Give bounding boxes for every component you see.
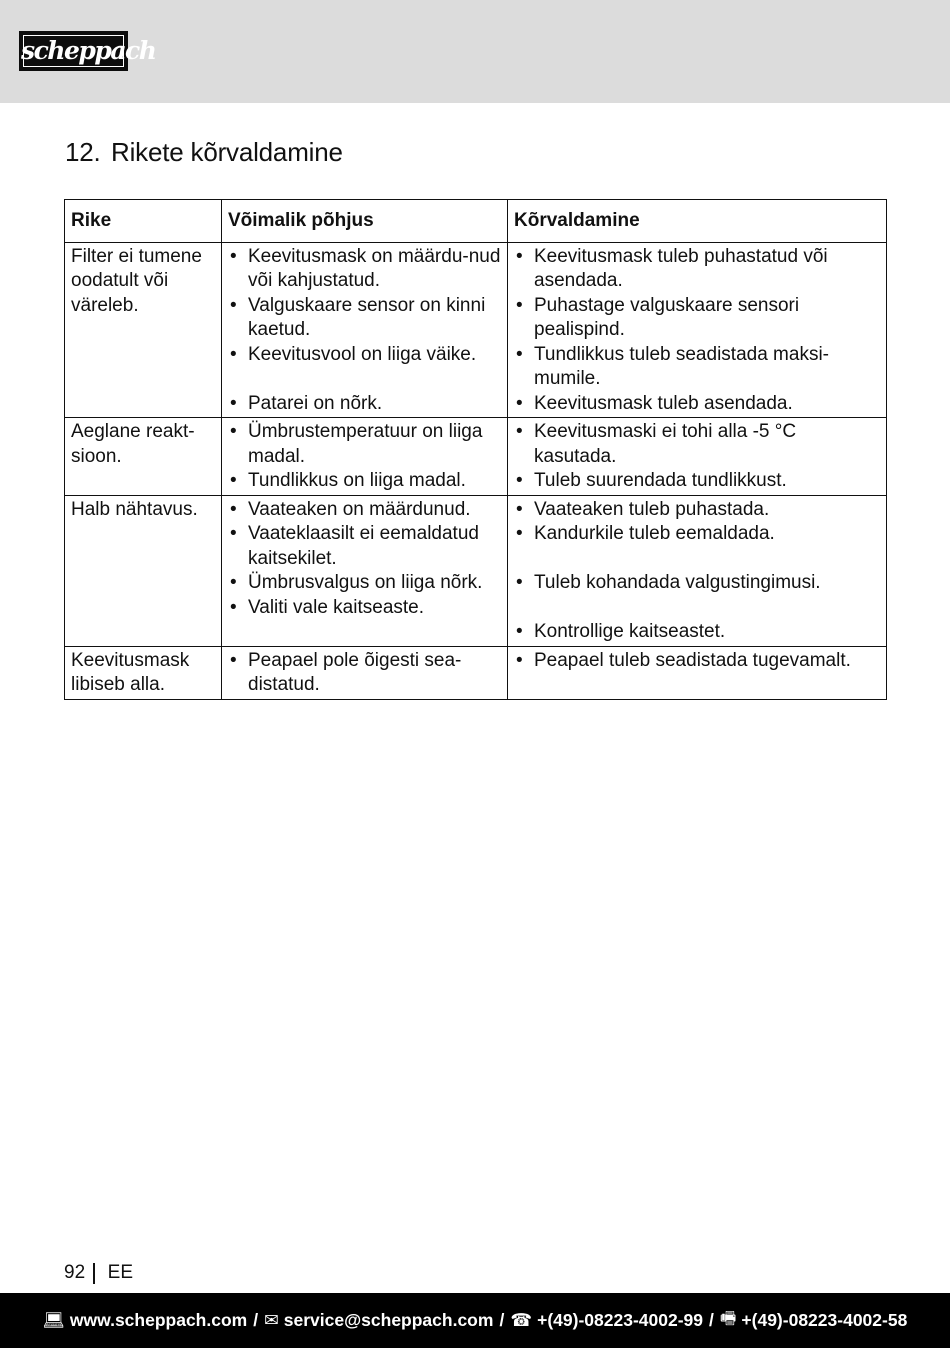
cause-list xyxy=(228,245,501,417)
table-row xyxy=(65,646,887,699)
remedy-cell xyxy=(508,418,887,496)
list-item: • Peapael pole õigesti sea-distatud. xyxy=(228,649,501,698)
cause-list xyxy=(228,649,501,698)
table-row xyxy=(65,495,887,646)
remedy-list xyxy=(514,649,880,674)
phone-icon: ☎︎ xyxy=(510,1310,533,1330)
email-link[interactable]: service@scheppach.com xyxy=(283,1310,494,1330)
list-item: • Tundlikkus on liiga madal. xyxy=(228,469,501,494)
list-item: • Tuleb suurendada tundlikkust. xyxy=(514,469,880,494)
troubleshooting-table xyxy=(64,199,887,700)
list-item: • Keevitusvool on liiga väike. xyxy=(228,343,501,368)
list-item: • Keevitusmask tuleb puhastatud või asendada. xyxy=(514,245,880,294)
list-item: • Valiti vale kaitseaste. xyxy=(228,596,501,621)
language-code: EE xyxy=(107,1262,133,1283)
list-item: • Keevitusmaski ei tohi alla -5 °C kasutada. xyxy=(514,420,880,469)
list-item: • Vaateklaasilt ei eemaldatud kaitsekilet. xyxy=(228,522,501,571)
header-band xyxy=(0,0,950,103)
scheppach-logo: scheppach xyxy=(19,31,128,71)
envelope-icon: ✉︎ xyxy=(264,1310,279,1330)
list-item: • Ümbrustemperatuur on liiga madal. xyxy=(228,420,501,469)
cause-cell xyxy=(222,495,508,646)
section-title-text: Rikete kõrvaldamine xyxy=(111,137,343,167)
page-number: 92 xyxy=(64,1262,86,1283)
fax-number: +(49)-08223-4002-58 xyxy=(741,1310,908,1330)
list-item: • Patarei on nõrk. xyxy=(228,392,501,417)
list-item: • Keevitusmask tuleb asendada. xyxy=(514,392,880,417)
remedy-cell xyxy=(508,495,887,646)
fax-icon: 🖷︎ xyxy=(719,1307,737,1328)
fault-cell: Keevitusmask libiseb alla. xyxy=(65,646,222,699)
list-item: • Keevitusmask on määrdu-nud või kahjustatud. xyxy=(228,245,501,294)
section-title xyxy=(65,137,343,168)
column-header-cause: Võimalik põhjus xyxy=(222,200,508,243)
remedy-cell xyxy=(508,242,887,418)
footer-separator: / xyxy=(253,1310,259,1330)
remedy-list xyxy=(514,498,880,645)
list-item: • Kontrollige kaitseastet. xyxy=(514,620,880,645)
page-footer-number xyxy=(64,1262,133,1284)
list-item: • Kandurkile tuleb eemaldada. xyxy=(514,522,880,547)
computer-icon: 💻︎ xyxy=(42,1310,65,1330)
footer-separator: / xyxy=(499,1310,505,1330)
fault-cell: Filter ei tumene oodatult või väreleb. xyxy=(65,242,222,418)
cause-cell xyxy=(222,418,508,496)
cause-list xyxy=(228,498,501,621)
remedy-list xyxy=(514,420,880,494)
list-item: • Vaateaken on määrdunud. xyxy=(228,498,501,523)
remedy-list xyxy=(514,245,880,417)
table-row xyxy=(65,418,887,496)
section-number: 12. xyxy=(65,137,101,167)
list-item: • Vaateaken tuleb puhastada. xyxy=(514,498,880,523)
list-item: • Tuleb kohandada valgustingimusi. xyxy=(514,571,880,596)
table-header-row xyxy=(65,200,887,243)
list-item: • Tundlikkus tuleb seadistada maksi-mumile. xyxy=(514,343,880,392)
table-row xyxy=(65,242,887,418)
column-header-remedy: Kõrvaldamine xyxy=(508,200,887,243)
footer-separator: / xyxy=(709,1310,714,1330)
cause-cell xyxy=(222,646,508,699)
phone-number: +(49)-08223-4002-99 xyxy=(537,1310,704,1330)
contact-footer xyxy=(0,1293,950,1348)
fault-cell: Halb nähtavus. xyxy=(65,495,222,646)
remedy-cell xyxy=(508,646,887,699)
cause-cell xyxy=(222,242,508,418)
list-item: • Peapael tuleb seadistada tugevamalt. xyxy=(514,649,880,674)
list-item: • Valguskaare sensor on kinni kaetud. xyxy=(228,294,501,343)
list-item: • Ümbrusvalgus on liiga nõrk. xyxy=(228,571,501,596)
cause-list xyxy=(228,420,501,494)
page-number-divider xyxy=(93,1263,95,1284)
column-header-fault: Rike xyxy=(65,200,222,243)
website-link[interactable]: www.scheppach.com xyxy=(69,1310,248,1330)
fault-cell: Aeglane reakt-sioon. xyxy=(65,418,222,496)
list-item: • Puhastage valguskaare sensori pealispind. xyxy=(514,294,880,343)
